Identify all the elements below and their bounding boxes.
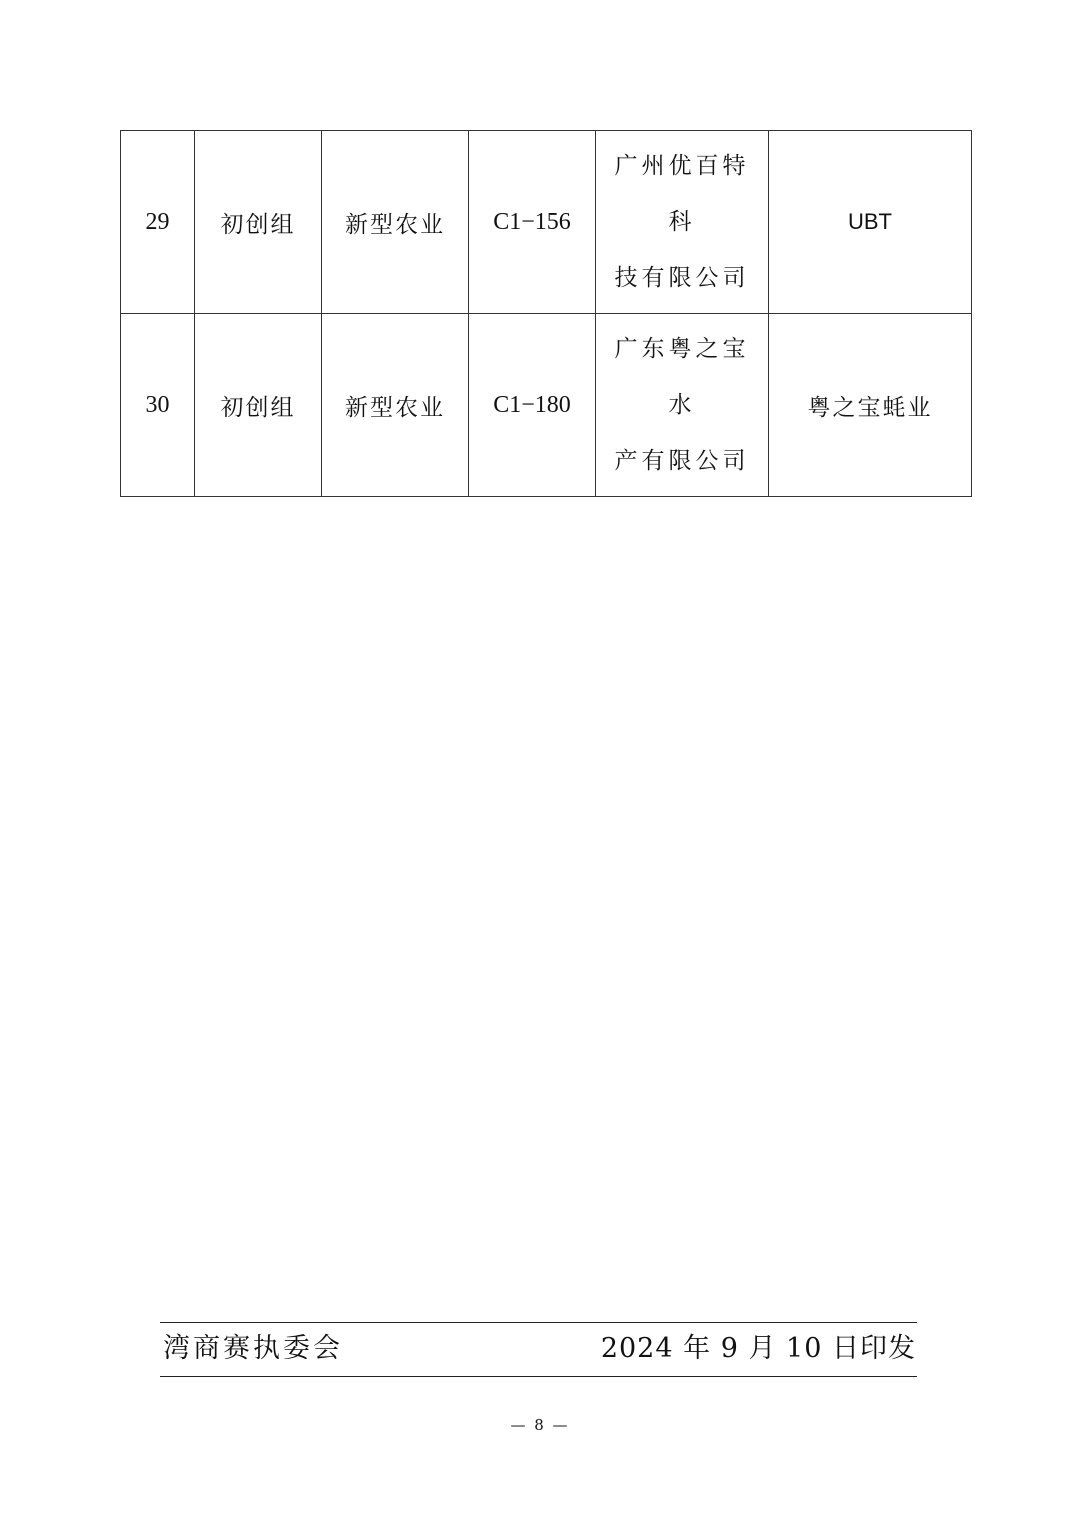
page-number: — 8 —: [510, 1416, 570, 1434]
project-cell: UBT: [769, 131, 972, 314]
company-name-line2: 产有限公司: [614, 448, 750, 474]
company-cell: [596, 131, 769, 314]
issuer-text: 湾商赛执委会: [163, 1333, 343, 1364]
results-table: [120, 130, 972, 497]
project-cell: 粤之宝蚝业: [769, 314, 972, 497]
group-cell: 初创组: [195, 131, 322, 314]
category-cell: 新型农业: [322, 314, 469, 497]
company-name-line1: 广东粤之宝水: [614, 336, 750, 418]
company-name-line2: 技有限公司: [614, 265, 750, 291]
issue-date-text: 2024 年 9 月 10 日印发: [600, 1333, 916, 1364]
table-row: [121, 131, 972, 314]
row-number: 30: [121, 314, 195, 497]
category-cell: 新型农业: [322, 131, 469, 314]
footer-bottom-rule: [160, 1376, 917, 1377]
footer-top-rule: [160, 1322, 917, 1323]
row-number: 29: [121, 131, 195, 314]
company-name-line1: 广州优百特科: [614, 153, 750, 235]
code-cell: C1−156: [469, 131, 596, 314]
group-cell: 初创组: [195, 314, 322, 497]
code-cell: C1−180: [469, 314, 596, 497]
table-row: [121, 314, 972, 497]
company-cell: [596, 314, 769, 497]
